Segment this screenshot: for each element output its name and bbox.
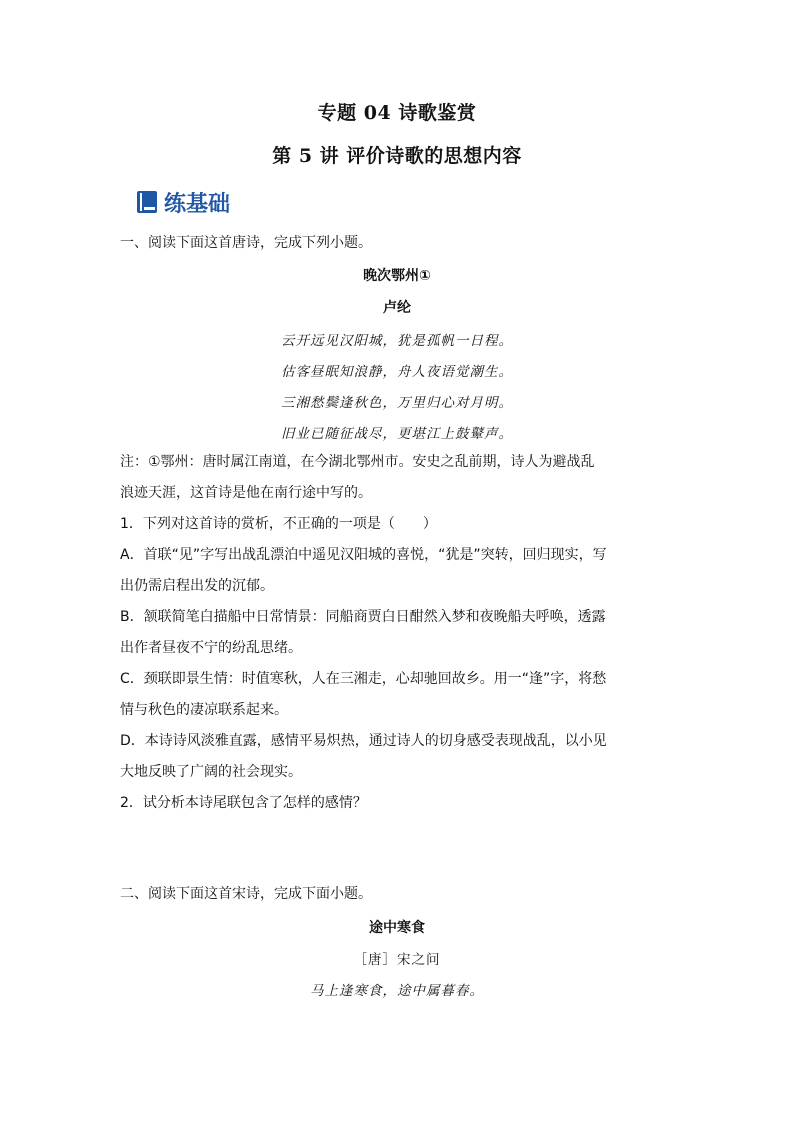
book-icon — [136, 190, 158, 214]
poem1-title: 晚次鄂州① — [363, 268, 431, 284]
section-heading — [136, 185, 230, 219]
option-b-line-1: B．颔联简笔白描船中日常情景：同船商贾白日酣然入梦和夜晚船夫呼唤，透露 — [120, 609, 606, 625]
option-d-line-2: 大地反映了广阔的社会现实。 — [120, 764, 302, 780]
note-line-2: 浪迹天涯，这首诗是他在南行途中写的。 — [120, 485, 372, 501]
note-line-1: 注：①鄂州：唐时属江南道，在今湖北鄂州市。安史之乱前期，诗人为避战乱 — [120, 454, 595, 470]
poem1-line-4: 旧业已随征战尽，更堪江上鼓鼙声。 — [281, 426, 513, 442]
poem1-author: 卢纶 — [383, 300, 411, 316]
section-label: 练基础 — [164, 191, 231, 217]
option-a-line-1: A．首联“见”字写出战乱漂泊中遥见汉阳城的喜悦，“犹是”突转，回归现实，写 — [120, 547, 607, 563]
q2-intro: 二、阅读下面这首宋诗，完成下面小题。 — [120, 886, 372, 902]
poem2-title: 途中寒食 — [369, 920, 425, 936]
poem2-author: ［唐］宋之问 — [353, 952, 441, 968]
poem1-line-2: 估客昼眠知浪静，舟人夜语觉潮生。 — [281, 364, 513, 380]
topic-title: 专题 04 诗歌鉴赏 — [317, 102, 477, 124]
poem2-line-1: 马上逢寒食，途中属暮春。 — [310, 983, 484, 999]
poem1-line-1: 云开远见汉阳城，犹是孤帆一日程。 — [281, 333, 513, 349]
lecture-title: 第 5 讲 评价诗歌的思想内容 — [272, 145, 522, 167]
option-c-line-1: C．颈联即景生情：时值寒秋，人在三湘走，心却驰回故乡。用一“逢”字，将愁 — [120, 671, 607, 687]
question-2: 2．试分析本诗尾联包含了怎样的感情？ — [120, 795, 367, 811]
option-d-line-1: D．本诗诗风淡雅直露，感情平易炽热，通过诗人的切身感受表现战乱，以小见 — [120, 733, 607, 749]
question-1: 1．下列对这首诗的赏析，不正确的一项是（ ） — [120, 516, 437, 532]
q1-intro: 一、阅读下面这首唐诗，完成下列小题。 — [120, 235, 372, 251]
option-b-line-2: 出作者昼夜不宁的纷乱思绪。 — [120, 640, 302, 656]
poem1-line-3: 三湘愁鬓逢秋色，万里归心对月明。 — [281, 395, 513, 411]
option-a-line-2: 出仍需启程出发的沉郁。 — [120, 578, 274, 594]
option-c-line-2: 情与秋色的凄凉联系起来。 — [120, 702, 288, 718]
